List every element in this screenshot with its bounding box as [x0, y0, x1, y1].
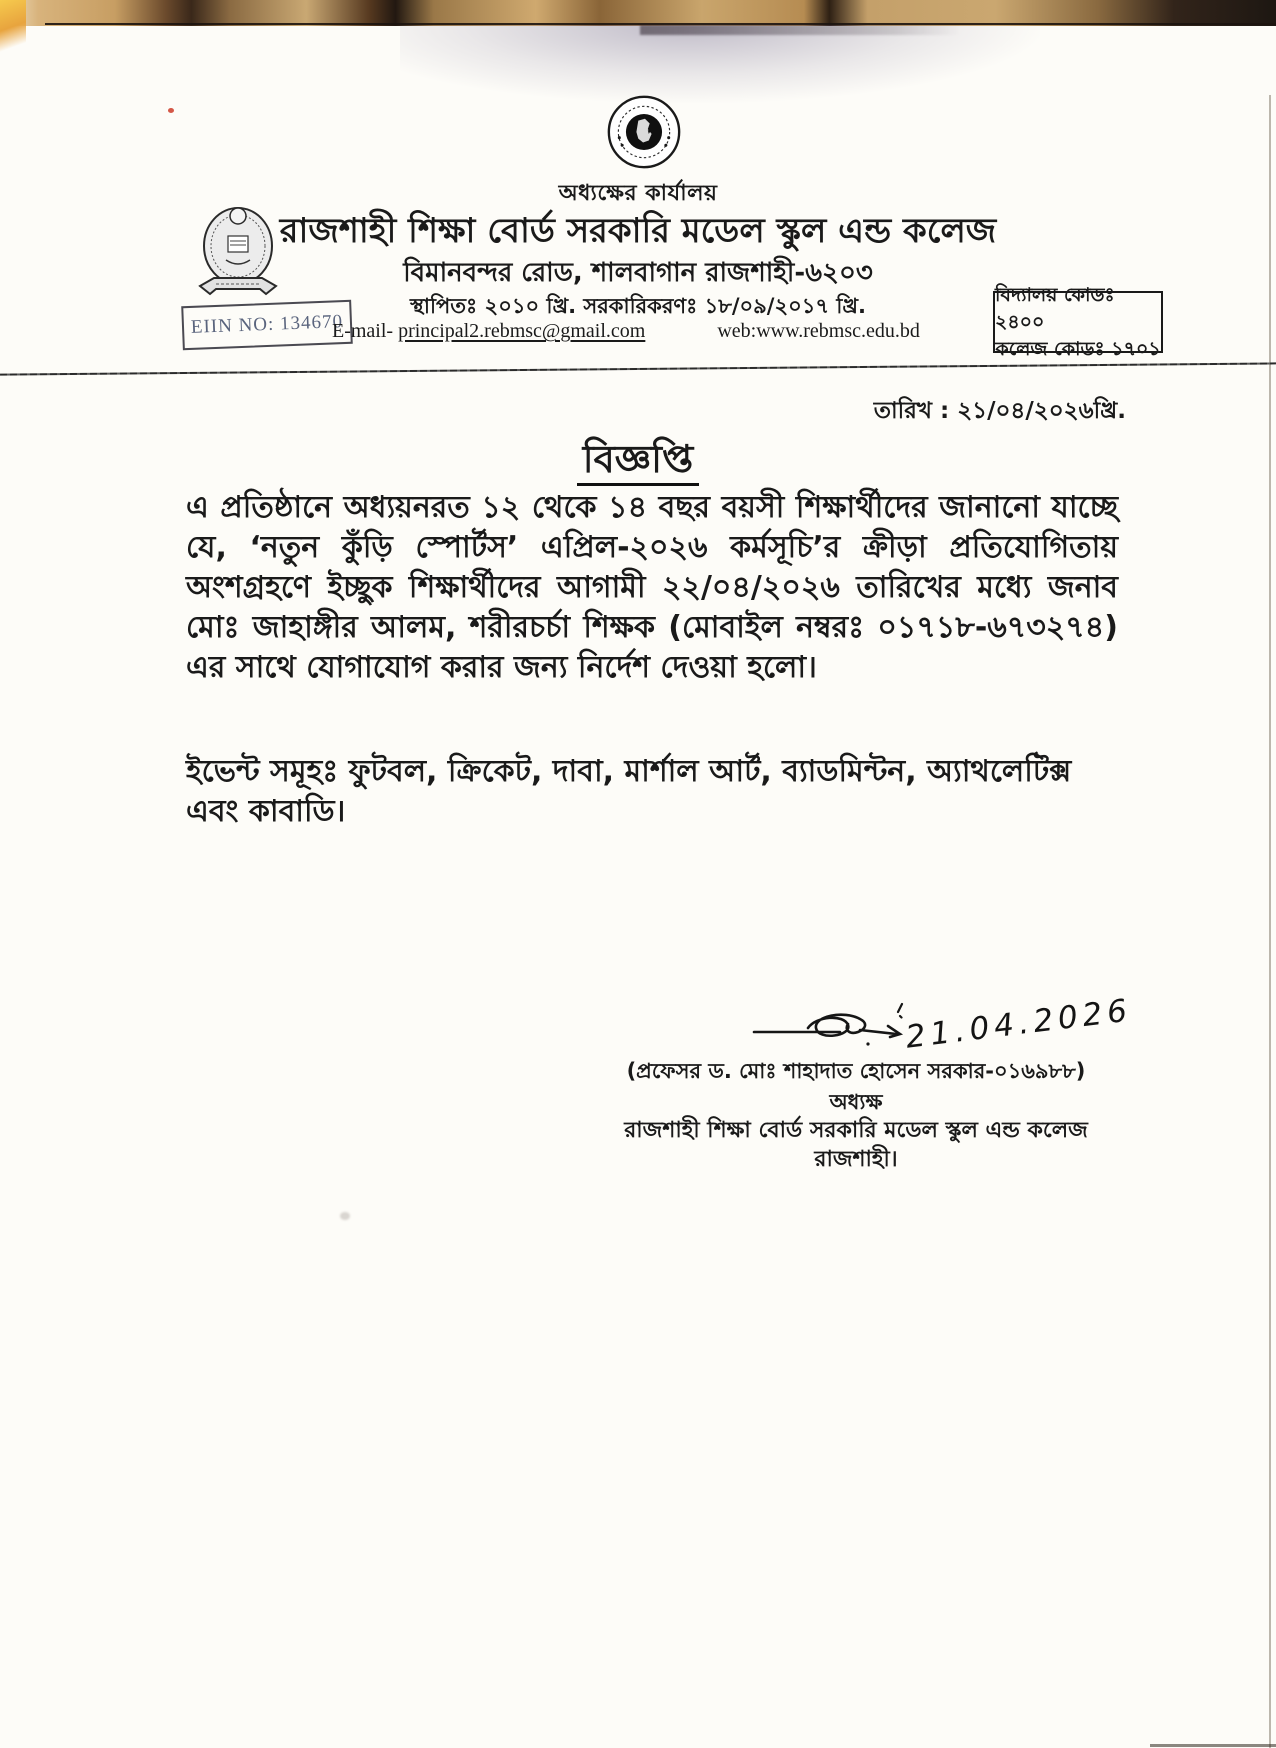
notice-title-wrap — [0, 430, 1276, 494]
signatory-name: (প্রফেসর ড. মোঃ শাহাদাত হোসেন সরকার-০১৬৯৮৮) — [626, 1059, 1086, 1083]
codes-box — [993, 283, 1163, 360]
school-code: বিদ্যালয় কোডঃ ২৪০০ — [995, 283, 1115, 333]
scan-artifact-page-edge — [1269, 95, 1271, 1748]
signatory-location: রাজশাহী। — [814, 1147, 898, 1172]
notice-title: বিজ্ঞপ্তি — [577, 437, 700, 486]
scan-artifact-bottom-mark — [1150, 1744, 1276, 1747]
notice-date: তারিখ : ২১/০৪/২০২৬খ্রি. — [873, 398, 1126, 424]
email-label: E-mail- — [332, 320, 399, 342]
scan-artifact-corner — [0, 0, 26, 60]
established-line: স্থাপিতঃ ২০১০ খ্রি. সরকারিকরণঃ ১৮/০৯/২০১৭ খ্রি. — [410, 294, 866, 318]
signatory-designation: অধ্যক্ষ — [829, 1090, 883, 1114]
government-seal-icon — [606, 94, 682, 170]
notice-events: ইভেন্ট সমূহঃ ফুটবল, ক্রিকেট, দাবা, মার্শাল আর্ট, ব্যাডমিন্টন, অ্যাথলেটিক্স এবং কাবাডি। — [186, 754, 1072, 829]
office-line: অধ্যক্ষের কার্যালয় — [558, 181, 718, 206]
eiin-stamp — [181, 300, 353, 350]
scan-artifact-smudge — [400, 25, 1040, 103]
signatory-institution: রাজশাহী শিক্ষা বোর্ড সরকারি মডেল স্কুল এন্ড কলেজ — [624, 1118, 1088, 1143]
scan-artifact-faint-smudge — [340, 1212, 350, 1220]
scan-artifact-dark-streak — [640, 25, 960, 35]
institution-name: রাজশাহী শিক্ষা বোর্ড সরকারি মডেল স্কুল এন্ড কলেজ — [279, 211, 997, 251]
college-code: কলেজ কোডঃ ১৭০১ — [995, 337, 1161, 360]
email-line — [332, 320, 645, 343]
website-address: web:www.rebmsc.edu.bd — [717, 320, 920, 342]
notice-body: এ প্রতিষ্ঠানে অধ্যয়নরত ১২ থেকে ১৪ বছর বয়সী শিক্ষার্থীদের জানানো যাচ্ছে যে, ‘নতুন কুঁড়ি স্পোর্টস’ এপ্রিল-২০২৬ কর্মসূচি’র ক্রীড়া প্রতিযোগিতায় অংশগ্রহণে ইচ্ছুক শিক্ষার্থীদের আগামী ২২/০৪/২০২৬ তারিখের মধ্যে জনাব মোঃ জাহাঙ্গীর আলম, শরীরচর্চা শিক্ষক (মোবাইল নম্বরঃ ০১৭১৮-৬৭৩২৭৪) এর সাথে যোগাযোগ করার জন্য নির্দেশ দেওয়া হলো। — [186, 490, 1118, 685]
header-separator-line — [0, 362, 1276, 375]
handwritten-date: 21.04.2026 — [903, 992, 1134, 1056]
scan-artifact-red-dot — [168, 108, 174, 113]
email-address: principal2.rebmsc@gmail.com — [398, 320, 646, 342]
contact-line — [332, 320, 920, 343]
eiin-number: EIIN NO: 134670 — [190, 311, 344, 338]
institution-address: বিমানবন্দর রোড, শালবাগান রাজশাহী-৬২০৩ — [403, 258, 873, 288]
